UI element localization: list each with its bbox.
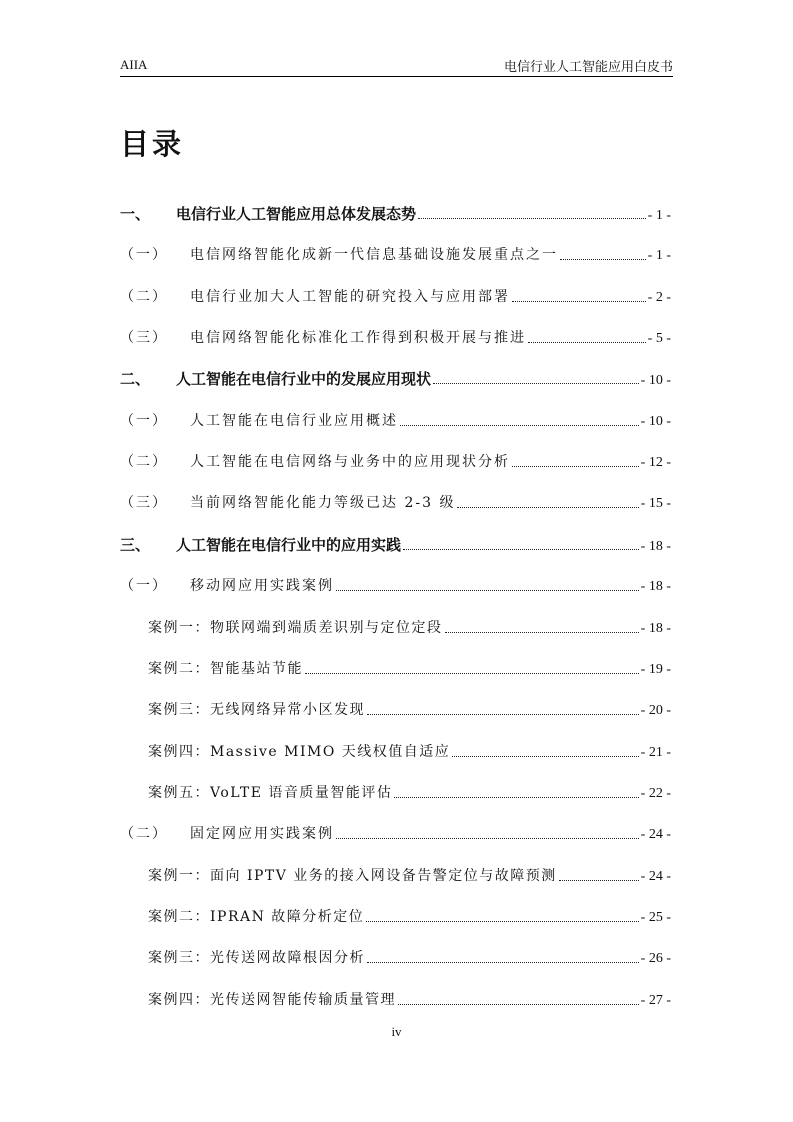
toc-entry-number: （二）	[120, 826, 168, 842]
toc-entry-page: - 15 -	[640, 496, 671, 511]
toc-entry[interactable]	[148, 617, 671, 639]
toc-entry[interactable]	[148, 658, 671, 680]
page-title: 目录	[120, 127, 185, 161]
toc-entry-title: 案例三：无线网络异常小区发现	[148, 702, 365, 718]
toc-entry-page: - 5 -	[647, 331, 671, 346]
toc-entry[interactable]	[148, 865, 671, 887]
toc-entry-title: 电信行业加大人工智能的研究投入与应用部署	[190, 289, 510, 305]
toc-entry-page: - 22 -	[640, 786, 671, 801]
toc-leader-dots	[336, 838, 639, 839]
toc-entry[interactable]	[120, 368, 671, 390]
toc-entry-title: 案例四：光传送网智能传输质量管理	[148, 992, 396, 1008]
toc-leader-dots	[560, 259, 646, 260]
toc-entry-title: 人工智能在电信行业应用概述	[190, 413, 398, 429]
toc-entry-number: （一）	[120, 413, 168, 429]
toc-entry-page: - 1 -	[647, 208, 671, 223]
toc-entry-page: - 27 -	[640, 993, 671, 1008]
toc-entry-page: - 10 -	[640, 414, 671, 429]
toc-entry[interactable]	[120, 286, 671, 308]
toc-entry-page: - 2 -	[647, 290, 671, 305]
toc-leader-dots	[452, 756, 638, 757]
toc-leader-dots	[403, 549, 639, 550]
toc-leader-dots	[400, 425, 639, 426]
toc-entry-page: - 1 -	[647, 248, 671, 263]
toc-entry-page: - 12 -	[640, 455, 671, 470]
toc-entry-title: 案例二：智能基站节能	[148, 661, 303, 677]
toc-entry-page: - 18 -	[640, 539, 671, 554]
toc-entry-number: 一、	[120, 205, 151, 223]
toc-entry-title: 当前网络智能化能力等级已达 2-3 级	[190, 495, 456, 511]
toc-entry-title: 电信网络智能化标准化工作得到积极开展与推进	[190, 330, 526, 346]
toc-entry-number: （一）	[120, 578, 168, 594]
toc-entry-page: - 18 -	[640, 621, 671, 636]
toc-entry-title: 移动网应用实践案例	[190, 578, 334, 594]
page-number: iv	[391, 1024, 402, 1039]
toc-entry-title: 案例五：VoLTE 语音质量智能评估	[148, 785, 393, 801]
toc-entry-page: - 19 -	[640, 662, 671, 677]
toc-leader-dots	[433, 383, 639, 384]
toc-leader-dots	[367, 714, 639, 715]
toc-entry-number: 三、	[120, 536, 151, 554]
toc-entry[interactable]	[120, 327, 671, 349]
toc-leader-dots	[336, 590, 639, 591]
header-org: AIIA	[120, 57, 148, 72]
toc-entry[interactable]	[148, 906, 671, 928]
toc-entry-title: 案例三：光传送网故障根因分析	[148, 950, 365, 966]
toc-entry-title: 案例四：Massive MIMO 天线权值自适应	[148, 744, 451, 760]
toc-entry-title: 电信网络智能化成新一代信息基础设施发展重点之一	[190, 247, 558, 263]
toc-entry-page: - 24 -	[640, 869, 671, 884]
toc-entry-title: 人工智能在电信行业中的发展应用现状	[176, 370, 432, 388]
toc-entry[interactable]	[148, 699, 671, 721]
toc-entry-number: （三）	[120, 495, 168, 511]
toc-leader-dots	[512, 301, 646, 302]
toc-entry[interactable]	[120, 203, 671, 225]
toc-entry[interactable]	[120, 451, 671, 473]
toc-leader-dots	[559, 880, 639, 881]
toc-entry[interactable]	[120, 492, 671, 514]
toc-entry[interactable]	[120, 575, 671, 597]
toc-leader-dots	[457, 507, 638, 508]
toc-leader-dots	[367, 962, 639, 963]
toc-entry[interactable]	[148, 741, 671, 763]
toc-entry-page: - 21 -	[640, 745, 671, 760]
toc-entry-title: 案例二：IPRAN 故障分析定位	[148, 909, 365, 925]
toc-entry[interactable]	[148, 782, 671, 804]
toc-entry-page: - 18 -	[640, 579, 671, 594]
toc-entry[interactable]	[148, 947, 671, 969]
toc-entry-page: - 26 -	[640, 951, 671, 966]
toc-leader-dots	[398, 1004, 639, 1005]
toc-leader-dots	[394, 797, 638, 798]
toc-entry-number: （三）	[120, 330, 168, 346]
toc-leader-dots	[528, 342, 646, 343]
toc-entry-page: - 10 -	[640, 373, 671, 388]
toc-leader-dots	[418, 218, 646, 219]
toc-entry-page: - 25 -	[640, 910, 671, 925]
toc-entry-number: （一）	[120, 247, 168, 263]
toc-entry-title: 固定网应用实践案例	[190, 826, 334, 842]
header-doc-title: 电信行业人工智能应用白皮书	[503, 60, 673, 75]
toc-entry-title: 案例一：面向 IPTV 业务的接入网设备告警定位与故障预测	[148, 868, 557, 884]
toc-entry-number: 二、	[120, 370, 151, 388]
toc-entry-title: 人工智能在电信网络与业务中的应用现状分析	[190, 454, 510, 470]
toc-leader-dots	[305, 673, 639, 674]
toc-entry-page: - 24 -	[640, 827, 671, 842]
toc-entry-number: （二）	[120, 454, 168, 470]
toc-entry-title: 案例一：物联网端到端质差识别与定位定段	[148, 620, 443, 636]
toc-leader-dots	[445, 632, 639, 633]
toc-entry[interactable]	[120, 823, 671, 845]
toc-entry-title: 人工智能在电信行业中的应用实践	[176, 536, 402, 554]
toc-leader-dots	[512, 466, 639, 467]
toc-entry[interactable]	[120, 534, 671, 556]
toc-entry[interactable]	[120, 410, 671, 432]
toc-entry[interactable]	[148, 989, 671, 1011]
toc-leader-dots	[366, 921, 638, 922]
toc-entry[interactable]	[120, 244, 671, 266]
toc-entry-number: （二）	[120, 289, 168, 305]
toc-entry-title: 电信行业人工智能应用总体发展态势	[176, 205, 417, 223]
toc-entry-page: - 20 -	[640, 703, 671, 718]
